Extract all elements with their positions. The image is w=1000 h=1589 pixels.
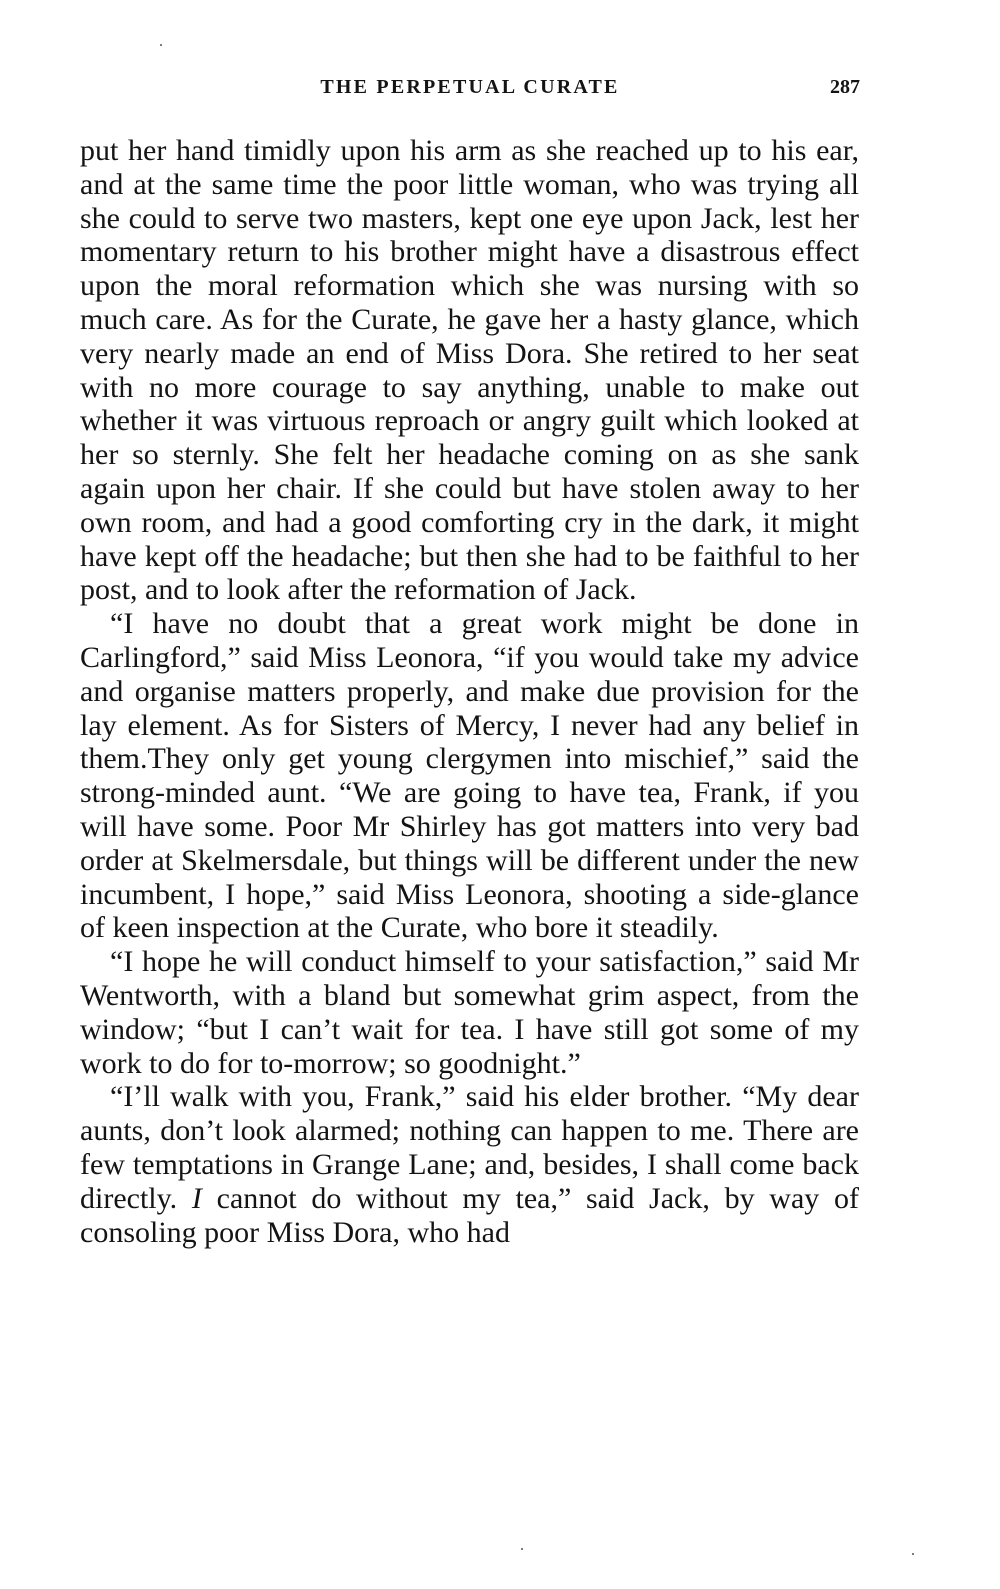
paragraph-4-italic-word: I xyxy=(191,1181,202,1215)
print-speck xyxy=(912,1553,914,1555)
paragraph-3 xyxy=(80,945,859,1080)
body-text xyxy=(80,134,859,1249)
paragraph-4-text-b: cannot do without my tea,” said Jack, by way of consoling poor Miss Dora, who had xyxy=(80,1181,859,1249)
paragraph-3-text: “I hope he will conduct himself to your satisfaction,” said Mr Wentworth, with a bland but somewhat grim aspect, from the window; “but I can’t wait for tea. I have still got some of my work to do for to-morrow; so goodnight.” xyxy=(80,945,859,1080)
page-number: 287 xyxy=(830,76,860,98)
paragraph-1 xyxy=(80,134,859,607)
paragraph-2-text: “I have no doubt that a great work might be done in Carlingford,” said Miss Leonora, “if you would take my advice and organise matters properly, and make due provision for the lay element. As for Sisters of Mercy, I never had any belief in them.They only get young clergymen into mischief,” said the strong-minded aunt. “We are going to have tea, Frank, if you will have some. Poor Mr Shirley has got matters into very bad order at Skelmersdale, but things will be different under the new incumbent, I hope,” said Miss Leonora, shooting a side-glance of keen inspection at the Curate, who bore it steadily. xyxy=(80,607,859,945)
print-speck xyxy=(160,44,162,46)
paragraph-2 xyxy=(80,607,859,945)
running-head: THE PERPETUAL CURATE xyxy=(320,76,620,98)
page-header xyxy=(80,76,860,104)
print-speck xyxy=(521,1548,523,1550)
paragraph-1-text: put her hand timidly upon his arm as she reached up to his ear, and at the same time the poor little woman, who was trying all she could to serve two masters, kept one eye upon Jack, lest her momentary return to his brother might have a disastrous effect upon the moral reformation which she was nursing with so much care. As for the Curate, he gave her a hasty glance, which very nearly made an end of Miss Dora. She retired to her seat with no more courage to say anything, unable to make out whether it was virtuous reproach or angry guilt which looked at her so sternly. She felt her headache coming on as she sank again upon her chair. If she could but have stolen away to her own room, and had a good comforting cry in the dark, it might have kept off the headache; but then she had to be faithful to her post, and to look after the reformation of Jack. xyxy=(80,134,859,607)
paragraph-4-text-a: “I’ll walk with you, Frank,” said his elder brother. “My dear aunts, don’t look alarmed; nothing can happen to me. There are few temptations in Grange Lane; and, besides, I shall come back directly. xyxy=(80,1080,859,1215)
paragraph-4 xyxy=(80,1080,859,1249)
